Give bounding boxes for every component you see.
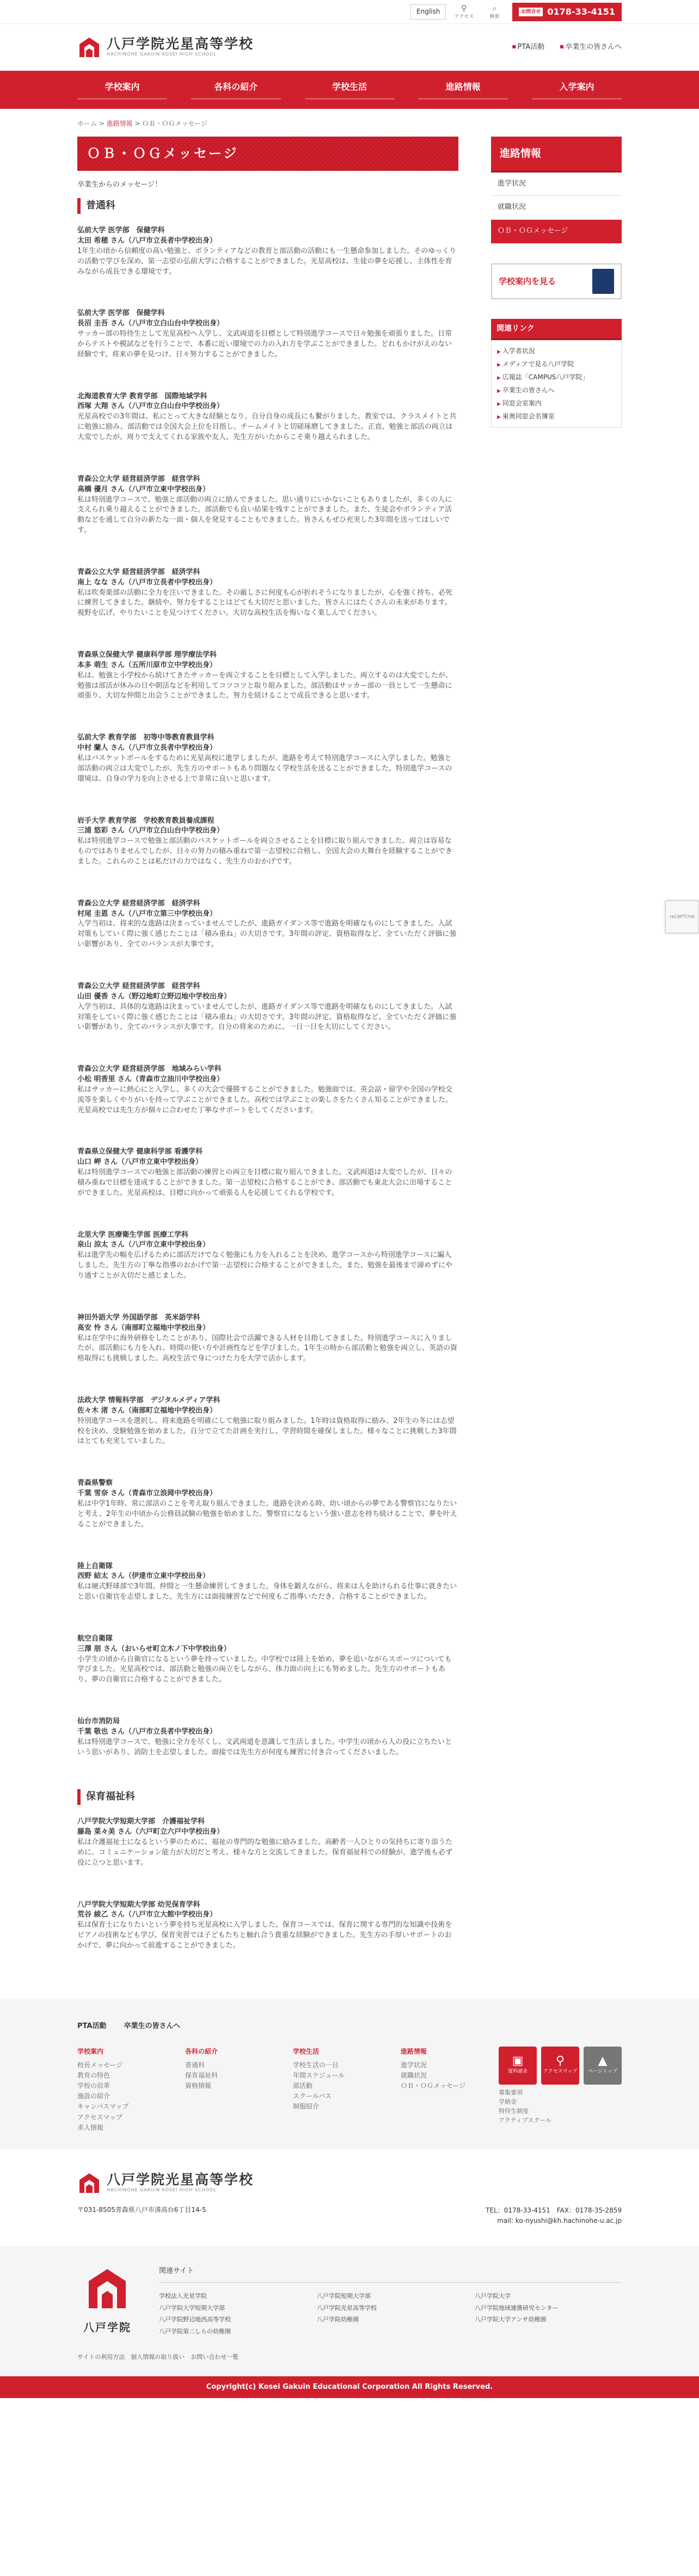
message-card bbox=[77, 899, 458, 950]
group-logo[interactable]: 八戸学院 bbox=[77, 2266, 137, 2338]
message-card bbox=[77, 1717, 458, 1758]
message-body: 私は介護福祉士になるという夢のために、福祉の専門的な勉強に励みました。高齢者一人ひとりの気持ちに寄り添うために、コミュニケーション能力が大切だと考え、様々な方と交流してきました。保育福祉科での経験が、進学後も必ず役に立つと思います。 bbox=[77, 1838, 453, 1867]
footer-link[interactable]: スクールバス bbox=[293, 2092, 332, 2100]
message-school: 弘前大学 医学部 保健学科 bbox=[77, 226, 165, 235]
footer-link-alumni[interactable]: 卒業生の皆さんへ bbox=[124, 2022, 181, 2030]
message-name: 髙安 怜 さん（南部町立福地中学校出身） bbox=[77, 1323, 210, 1332]
message-name: 中村 蘭人 さん（八戸市立長者中学校出身） bbox=[77, 744, 217, 753]
access-link[interactable]: ⚲ アクセス bbox=[454, 3, 474, 20]
page-top-button[interactable]: ▲ ページトップ bbox=[584, 2047, 622, 2085]
message-body: 私は特別進学コースで、勉強と部活動の両立に励んできました。思い通りにいかないこともありましたが、多くの人に支えられ乗り越えることができました。部活動でも良い結果を残すことができました。また、生徒会やボランティア活動などを通して自分の新たな一面・個人を発見することもできました。皆さんもぜひ充実した3年間を送ってほしいです。 bbox=[77, 495, 452, 535]
message-card bbox=[77, 1900, 458, 1951]
message-school: 青森県立保健大学 健康科学部 理学療法学科 bbox=[77, 651, 217, 660]
language-switch[interactable] bbox=[410, 4, 446, 19]
message-card bbox=[77, 226, 458, 277]
related-sites-heading: 関連サイト bbox=[159, 2266, 622, 2283]
footer-sub-links bbox=[499, 2088, 622, 2125]
footer-columns bbox=[77, 2047, 493, 2134]
message-school: 弘前大学 医学部 保健学科 bbox=[77, 309, 165, 318]
nav-school-life[interactable]: 学校生活 bbox=[305, 80, 395, 100]
section-heading: 普通科 bbox=[77, 198, 458, 214]
message-name: 太田 希穂 さん（八戸市立長者中学校出身） bbox=[77, 237, 217, 245]
related-link[interactable]: ▶ メディアで見る八戸学院 bbox=[497, 358, 616, 371]
site-header bbox=[0, 24, 699, 71]
related-site-link[interactable]: 八戸学院第二しらの幼稚園 bbox=[159, 2327, 231, 2335]
related-link[interactable]: ▶ 卒業生の皆さんへ bbox=[497, 384, 616, 397]
footer-link[interactable]: 普通科 bbox=[185, 2061, 205, 2069]
footer-link[interactable]: 保育福祉科 bbox=[185, 2071, 218, 2079]
breadcrumb-current: ＯＢ・ＯＧメッセージ bbox=[142, 120, 207, 127]
footer-sub-link[interactable]: 特待生制度 bbox=[499, 2107, 529, 2115]
message-body: 私は特別進学コースで、勉強に全力を尽くし、文武両道を意識して生活しました。中学生の頃から人の役に立ちたいという思いがあり、消防士を志望しました。面接では先生方が何度も練習に付き合ってくださいました。 bbox=[77, 1737, 452, 1757]
breadcrumb-career[interactable]: 進路情報 bbox=[106, 120, 133, 127]
message-card bbox=[77, 733, 458, 784]
footer-column bbox=[77, 2047, 170, 2134]
message-school: 八戸学院大学短期大学部 介護福祉学科 bbox=[77, 1817, 205, 1826]
message-name: 西野 結太 さん（伊達市立東中学校出身） bbox=[77, 1572, 210, 1581]
message-body: 私はバスケットボールをするために光星高校に進学しましたが、進路を考えて特別進学コースに入学しました。勉強と部活動の両立は大変でしたが、先生方のサポートもあり問題なく学校生活を送ることができました。特別進学コースの環境は、自身の学力を向上させる上で非常に良いと思います。 bbox=[77, 754, 452, 783]
header-link-pta[interactable]: ■ PTA活動 bbox=[512, 42, 544, 53]
footer-info bbox=[0, 2149, 699, 2246]
message-name: 高橋 優月 さん（八戸市立東中学校出身） bbox=[77, 485, 210, 494]
message-name: 山口 岬 さん（八戸市立東中学校出身） bbox=[77, 1158, 203, 1167]
footer-link[interactable]: ＯＢ・ＯＧメッセージ bbox=[401, 2082, 466, 2090]
message-school: 青森公立大学 経営経済学部 経済学科 bbox=[77, 568, 200, 576]
group-emblem-icon bbox=[84, 2266, 130, 2312]
message-school: 陸上自衛隊 bbox=[77, 1562, 113, 1570]
related-site-link[interactable]: 八戸学院幼稚園 bbox=[317, 2316, 359, 2324]
message-name: 三澤 朋 さん（おいらせ町立木ノ下中学校出身） bbox=[77, 1644, 231, 1653]
footer-link[interactable]: 学校生活の一日 bbox=[293, 2061, 339, 2069]
related-site-link[interactable]: 学校法人光星学院 bbox=[159, 2292, 207, 2300]
message-card bbox=[77, 568, 458, 619]
related-site-link[interactable]: 八戸学院地域連携研究センター bbox=[475, 2304, 559, 2312]
footer-link[interactable]: 教育の特色 bbox=[77, 2071, 111, 2079]
brochure-icon bbox=[592, 269, 614, 294]
footer-link[interactable]: アクセスマップ bbox=[77, 2113, 122, 2121]
footer-column bbox=[185, 2047, 278, 2134]
message-school: 弘前大学 教育学部 初等中等教育教員学科 bbox=[77, 734, 214, 742]
logo-title: 八戸学院光星高等学校 bbox=[107, 35, 254, 52]
message-school: 八戸学院大学短期大学部 幼児保育学科 bbox=[77, 1900, 200, 1909]
related-sites-grid bbox=[159, 2290, 622, 2337]
message-body: 私はサッカーに熱心にと入学し、多くの大会で優勝することができました。勉強面では、英会話・留学や全国の学校交流等を楽しくやりがいを持って学ぶことができました。高校では学ぶことの楽しさをたくさん知ることができました。光星高校では先生方が個々に合わせた丁寧なサポートをしてくださいます。 bbox=[77, 1085, 453, 1114]
footer-link[interactable]: 就職状況 bbox=[401, 2071, 427, 2079]
message-name: 本多 萌生 さん（五所川原市立中学校出身） bbox=[77, 661, 217, 669]
message-card bbox=[77, 982, 458, 1033]
nav-admission[interactable]: 入学案内 bbox=[532, 80, 622, 100]
nav-departments[interactable]: 各科の紹介 bbox=[191, 80, 281, 100]
message-name: 千葉 雪奈 さん（青森市立浪岡中学校出身） bbox=[77, 1489, 217, 1498]
message-name: 藤島 菜々美 さん（六戸町立六戸中学校出身） bbox=[77, 1828, 224, 1837]
footer-mail[interactable]: mail: ko-nyushi@kh.hachinohe-u.ac.jp bbox=[497, 2217, 622, 2225]
message-body: 私は特別進学コースで勉強と部活動のバスケットボールを両立させることを目標に取り組んできました。両立は容易なものではありませんでしたが、日々の努力の積み重ねで第一志望校に合格し、全国大会の大舞台を経験することができました。これらのことは私だけの力ではなく、先生方のおかげです。 bbox=[77, 837, 452, 866]
book-icon: ▣ bbox=[512, 2054, 524, 2068]
footer-link[interactable]: 求人情報 bbox=[77, 2123, 104, 2131]
message-school: 岩手大学 教育学部 学校教育教員養成課程 bbox=[77, 816, 214, 825]
related-link[interactable]: ▶ 広報誌「CAMPUS八戸学院」 bbox=[497, 371, 616, 384]
message-body: 特別進学コースを選択し、将来進路を明確にして勉強に取り組みました。1年時は資格取得に励み、2年生の冬には志望校を決め、受験勉強を始めました。自分で立てた計画を実行し、学習時間を確保しました。様々なことに挑戦した3年間はとても充実していました。 bbox=[77, 1416, 457, 1446]
message-school: 青森県立保健大学 健康科学部 看護学科 bbox=[77, 1148, 203, 1156]
footer-link[interactable]: 学校の沿革 bbox=[77, 2082, 111, 2090]
footer-link[interactable]: 資格情報 bbox=[185, 2082, 212, 2090]
message-body: 1年生の頃から信頼度の高い勉強と、ボランティアなどの教育と部活動の活動にも一生懸命参加しました。そのゆっくりの活動で学びを深め、第一志望の弘前大学に合格することができました。光星高校は、生徒の夢を応援し、主体性を育みながら成長できる環境です。 bbox=[77, 246, 457, 276]
school-emblem-icon bbox=[77, 35, 101, 59]
main-content bbox=[77, 137, 458, 1983]
message-body: 私は中学1年時、常に部活のことを考え取り組んできました。進路を決める時、幼い頃からの夢である警察官になりたいと考え、2年生の中頃から公務員試験の勉強を始めました。警察官になるという強い意志を持ち続けることで、夢を叶えることができました。 bbox=[77, 1499, 457, 1529]
footer-link[interactable]: キャンパスマップ bbox=[77, 2103, 129, 2111]
sidebar-item-admission-results[interactable]: 進学状況 bbox=[491, 172, 622, 196]
footer-link[interactable]: 年間スケジュール bbox=[293, 2071, 345, 2079]
footer-column bbox=[293, 2047, 385, 2134]
tel-contact[interactable]: お問合せ 0178-33-4151 bbox=[512, 3, 622, 21]
message-card bbox=[77, 474, 458, 536]
related-link[interactable]: ▶ 東奥同窓会名簿室 bbox=[497, 410, 616, 423]
message-name: 千葉 敬也 さん（八戸市立長者中学校出身） bbox=[77, 1727, 217, 1736]
message-card bbox=[77, 392, 458, 443]
message-body: 私は、勉強と小学校から続けてきたサッカーを両立することを目標として入学しました。両立するのは大変でしたが、勉強は部活が休みの日や朝活などを利用してコツコツと取り組みました。部活動はサッカー部の一員として一生懸命に頑張り、大切な仲間と出会うことができました。努力を続けることで成長できると思います。 bbox=[77, 671, 452, 700]
map-pin-icon: ⚲ bbox=[461, 3, 467, 13]
message-name: 三浦 悠彩 さん（八戸市立白山台中学校出身） bbox=[77, 827, 224, 835]
footer-link[interactable]: 進学状況 bbox=[401, 2061, 427, 2069]
footer-link-pta[interactable]: PTA活動 bbox=[77, 2022, 107, 2030]
sidebar-menu bbox=[491, 172, 622, 244]
message-body: 小学生の頃から自衛官になるという夢を持っていました。中学校では陸上を始め、夢を追いながらスポーツについても学びました。光星高校では、部活動と勉強の両立をしながら、体力面の向上にも努めました。先生方のサポートもあり、夢の自衛官に合格することができました。 bbox=[77, 1655, 452, 1684]
footer-link[interactable]: 制服紹介 bbox=[293, 2103, 320, 2111]
message-name: 山田 優香 さん（野辺地町立野辺地中学校出身） bbox=[77, 992, 231, 1001]
message-card bbox=[77, 1064, 458, 1116]
footer-sub-link[interactable]: アクティブスクール bbox=[499, 2116, 552, 2124]
message-name: 村尾 圭恩 さん（八戸市立第三中学校出身） bbox=[77, 909, 217, 918]
footer-sub-link[interactable]: 学納金 bbox=[499, 2098, 517, 2105]
related-site-link[interactable]: 八戸学院野辺地西高等学校 bbox=[159, 2316, 231, 2324]
message-school: 青森公立大学 経営経済学部 経営学科 bbox=[77, 982, 200, 990]
header-links bbox=[512, 42, 622, 53]
message-name: 泉山 涼太 さん（八戸市立東中学校出身） bbox=[77, 1241, 210, 1249]
footer-tel: TEL：0178-33-4151 FAX：0178-35-2859 bbox=[486, 2207, 622, 2215]
footer-column bbox=[401, 2047, 493, 2134]
message-body: 私は進学先の幅を広げるために部活だけでなく勉強にも力を入れることを決め、進学コースから特別進学コースに編入しました。先生方の丁寧な指導のおかげで第一志望校に合格することができました。また、勉強を最後まで諦めずにやり通すことが大切だと感じました。 bbox=[77, 1251, 453, 1280]
message-name: 南上 なな さん（八戸市立長者中学校出身） bbox=[77, 578, 217, 587]
request-materials-button[interactable]: ▣ 資料請求 bbox=[499, 2047, 537, 2085]
message-name: 小松 明香里 さん（青森市立油川中学校出身） bbox=[77, 1075, 224, 1084]
logo-subtitle: HACHINOHE GAKUIN KOSEI HIGH SCHOOL bbox=[107, 52, 217, 57]
sidebar-heading: 進路情報 bbox=[491, 137, 622, 172]
global-nav bbox=[0, 71, 699, 109]
message-card bbox=[77, 650, 458, 701]
footer-link[interactable]: 部活動 bbox=[293, 2082, 313, 2090]
footer-sub-link[interactable]: 募集要項 bbox=[499, 2088, 523, 2096]
copyright: Copyright(c) Kosei Gakuin Educational Corporation All Rights Reserved. bbox=[0, 2376, 699, 2398]
footer-address: 〒031-8505青森県八戸市湊高台6丁目14-5 bbox=[77, 2206, 206, 2214]
brochure-banner[interactable]: 学校案内を見る bbox=[491, 263, 622, 299]
message-body: 入学当初は、将来的な進路は決まっていませんでしたが、進路ガイダンス等で進路を明確なものにしてきました。入試対策もしていく際に強く感じたことは「積み重ね」の大切さです。3年間の評定、資格取得など、全ていただく評価に強い影響があり、全てのバランスが大事です。 bbox=[77, 920, 457, 949]
sidebar bbox=[491, 137, 622, 428]
site-logo[interactable] bbox=[77, 35, 254, 59]
related-site-link[interactable]: 八戸学院大学 bbox=[475, 2292, 511, 2300]
message-sections bbox=[77, 198, 458, 1951]
school-emblem-icon bbox=[77, 2171, 101, 2195]
search-icon: ⌕ bbox=[492, 3, 497, 13]
message-body: 私は在学中に海外研修をしたことがあり、国際社会で活躍できる人材を目指してきました。特別進学コースに入りましたが、部活動にも力を入れ、時間の使い方や計画性などを学びました。1年生の時から部活動と勉強を両立し、英語の資格取得にも挑戦しました。高校生活で身につけた力を大学で活かします。 bbox=[77, 1334, 458, 1363]
message-school: 青森公立大学 経営経済学部 地域みらい学科 bbox=[77, 1065, 222, 1074]
message-body: サッカー部の特待生として光星高校へ入学し、文武両道を目標として特別進学コースで日々勉強を頑張りました。日常からテストや模試などを行うことで、本番に近い環境での力の入れ方を学ぶことができました。どれもかけがえのない経験です。将来の夢を見つけ、日々努力することができました。 bbox=[77, 330, 452, 359]
message-school: 法政大学 情報科学部 デジタルメディア学科 bbox=[77, 1396, 220, 1405]
footer-link[interactable]: 施設の紹介 bbox=[77, 2092, 111, 2100]
breadcrumb-home[interactable]: ホーム bbox=[77, 120, 97, 127]
message-card bbox=[77, 816, 458, 867]
message-school: 青森公立大学 経営経済学部 経営学科 bbox=[77, 474, 200, 483]
footer-link[interactable]: 校長メッセージ bbox=[77, 2061, 123, 2069]
breadcrumb: ホーム > 進路情報 > ＯＢ・ＯＧメッセージ bbox=[77, 120, 207, 127]
nav-school-guide[interactable]: 学校案内 bbox=[77, 80, 167, 100]
access-map-button[interactable]: ⚲ アクセスマップ bbox=[541, 2047, 579, 2085]
related-sites bbox=[0, 2246, 699, 2376]
related-link[interactable]: ▶ 入学者状況 bbox=[497, 344, 616, 358]
message-body: 私は特別進学コースでの勉強と部活動の練習との両立を目標に取り組んできました。文武両道は大変でしたが、日々の積み重ねで目標を達成することができました。第一志望校に合格することができ、部活動でも東北大会に出場することができました。光星高校は、目標に向かって頑張る人を応援してくれる学校です。 bbox=[77, 1168, 452, 1197]
message-card bbox=[77, 1313, 458, 1364]
message-school: 北海道教育大学 教育学部 国際地域学科 bbox=[77, 392, 207, 400]
message-body: 私は硬式野球部で3年間、仲間と一生懸命練習してきました。身体を鍛えながら、将来は人を助けられる仕事に就きたいと思い自衛官を志望しました。先生方には面接練習などで何度もご指導いただき、合格することができました。 bbox=[77, 1582, 457, 1601]
related-site-link[interactable]: 八戸学院大学アンサ幼稚園 bbox=[475, 2316, 547, 2324]
footer-column-heading[interactable]: 学校生活 bbox=[293, 2047, 320, 2055]
message-school: 航空自衛隊 bbox=[77, 1634, 113, 1643]
message-school: 青森公立大学 経営経済学部 経済学科 bbox=[77, 899, 200, 908]
search-link[interactable]: ⌕ 検索 bbox=[489, 3, 500, 20]
top-utility-bar bbox=[0, 0, 699, 24]
message-body: 入学当初は、具体的な進路は決まっていませんでしたが、進路ガイダンス等で進路を明確なものにしてきました。入試対策をしていく際に強く感じたことは「積み重ね」の大切さです。3年間の評定、資格取得など、全ていただく評価に強い影響があり、全てのバランスが大事です。自分の将来のために、一日一日を大切にしてください。 bbox=[77, 1002, 457, 1032]
message-name: 荒谷 綾乙 さん（八戸市立大館中学校出身） bbox=[77, 1911, 217, 1919]
footer-nav bbox=[0, 1999, 699, 2149]
policy-links[interactable]: サイトの利用方法 個人情報の取り扱い お問い合わせ一覧 bbox=[77, 2353, 239, 2361]
page-title: ＯＢ・ＯＧメッセージ bbox=[77, 137, 458, 170]
message-body: 私は保育士になりたいという夢を持ち光星高校に入学しました。保育コースでは、保育に関する専門的な知識や技術をピアノの技術なども学び、保育実習では子どもたちと触れ合う貴重な経験ができました。先生方の手厚いサポートのおかげで、夢に向かって前進することができました。 bbox=[77, 1921, 452, 1950]
arrow-up-icon: ▲ bbox=[598, 2054, 608, 2068]
related-links bbox=[491, 340, 622, 428]
recaptcha-badge[interactable] bbox=[665, 901, 699, 933]
related-site-link[interactable]: 八戸学院短期大学部 bbox=[317, 2292, 371, 2300]
message-card bbox=[77, 1562, 458, 1603]
recaptcha-icon: reCAPTCHA bbox=[670, 914, 695, 919]
related-links-heading: 関連リンク bbox=[491, 319, 622, 340]
message-card bbox=[77, 1396, 458, 1447]
related-site-link[interactable]: 八戸学院光星高等学校 bbox=[317, 2304, 377, 2312]
message-school: 神田外語大学 外国語学部 英米語学科 bbox=[77, 1313, 200, 1322]
message-name: 長沼 圭吾 さん（八戸市立白山台中学校出身） bbox=[77, 319, 224, 328]
header-link-alumni[interactable]: ■ 卒業生の皆さんへ bbox=[560, 42, 622, 53]
message-card bbox=[77, 1147, 458, 1198]
message-card bbox=[77, 309, 458, 360]
footer-logo[interactable]: 八戸学院光星高等学校 HACHINOHE GAKUIN KOSEI HIGH SCHOOL bbox=[77, 2171, 622, 2195]
lang-english[interactable]: English bbox=[416, 8, 440, 16]
related-link[interactable]: ▶ 同窓会室案内 bbox=[497, 397, 616, 410]
footer-column-heading[interactable]: 進路情報 bbox=[401, 2047, 427, 2055]
section-heading: 保育福祉科 bbox=[77, 1789, 458, 1805]
message-card bbox=[77, 1634, 458, 1685]
message-card bbox=[77, 1817, 458, 1868]
message-body: 私は吹奏楽部の活動に全力を注いできました。その厳しさに何度も心が折れそうになりましたが、心を強く持ち、必死に練習してきました。継続や、努力をすることはどても大切だと思いました。皆さんにはたくさんの未来があります。視野を広げ、やりたいことを見つけてください。大切な高校生活を悔いなく楽しんでください。 bbox=[77, 588, 453, 618]
sidebar-item-ob-og[interactable]: ＯＢ・ＯＧメッセージ bbox=[491, 220, 622, 244]
message-school: 仙台市消防局 bbox=[77, 1717, 120, 1726]
related-site-link[interactable]: 八戸学院大学短期大学部 bbox=[159, 2304, 225, 2312]
message-body: 光星高校での3年間は、私にとって大きな経験となり、自分自身の成長にも繋がりました。教室では、クラスメイトと共に勉強に励み、部活動では全国大会上位を目指し、チームメイトと切磋琢磨してきました。正直、勉強と部活の両立は大変でしたが、周りで支えてくれる家族や友人、先生方がいたからこそ乗り越えられました。 bbox=[77, 412, 457, 441]
message-card bbox=[77, 1478, 458, 1530]
footer-column-heading[interactable]: 各科の紹介 bbox=[185, 2047, 218, 2055]
message-name: 佐々木 渚 さん（南部町立福地中学校出身） bbox=[77, 1406, 217, 1415]
page-lead: 卒業生からのメッセージ！ bbox=[77, 180, 162, 189]
message-name: 西塚 大翔 さん（八戸市立白山台中学校出身） bbox=[77, 402, 224, 411]
nav-career[interactable]: 進路情報 bbox=[418, 80, 508, 100]
footer-column-heading[interactable]: 学校案内 bbox=[77, 2047, 104, 2055]
sidebar-item-employment-results[interactable]: 就職状況 bbox=[491, 196, 622, 220]
message-card bbox=[77, 1230, 458, 1281]
map-pin-icon: ⚲ bbox=[555, 2054, 565, 2068]
message-school: 青森県警察 bbox=[77, 1479, 113, 1488]
message-school: 北里大学 医療衛生学部 医療工学科 bbox=[77, 1230, 189, 1239]
